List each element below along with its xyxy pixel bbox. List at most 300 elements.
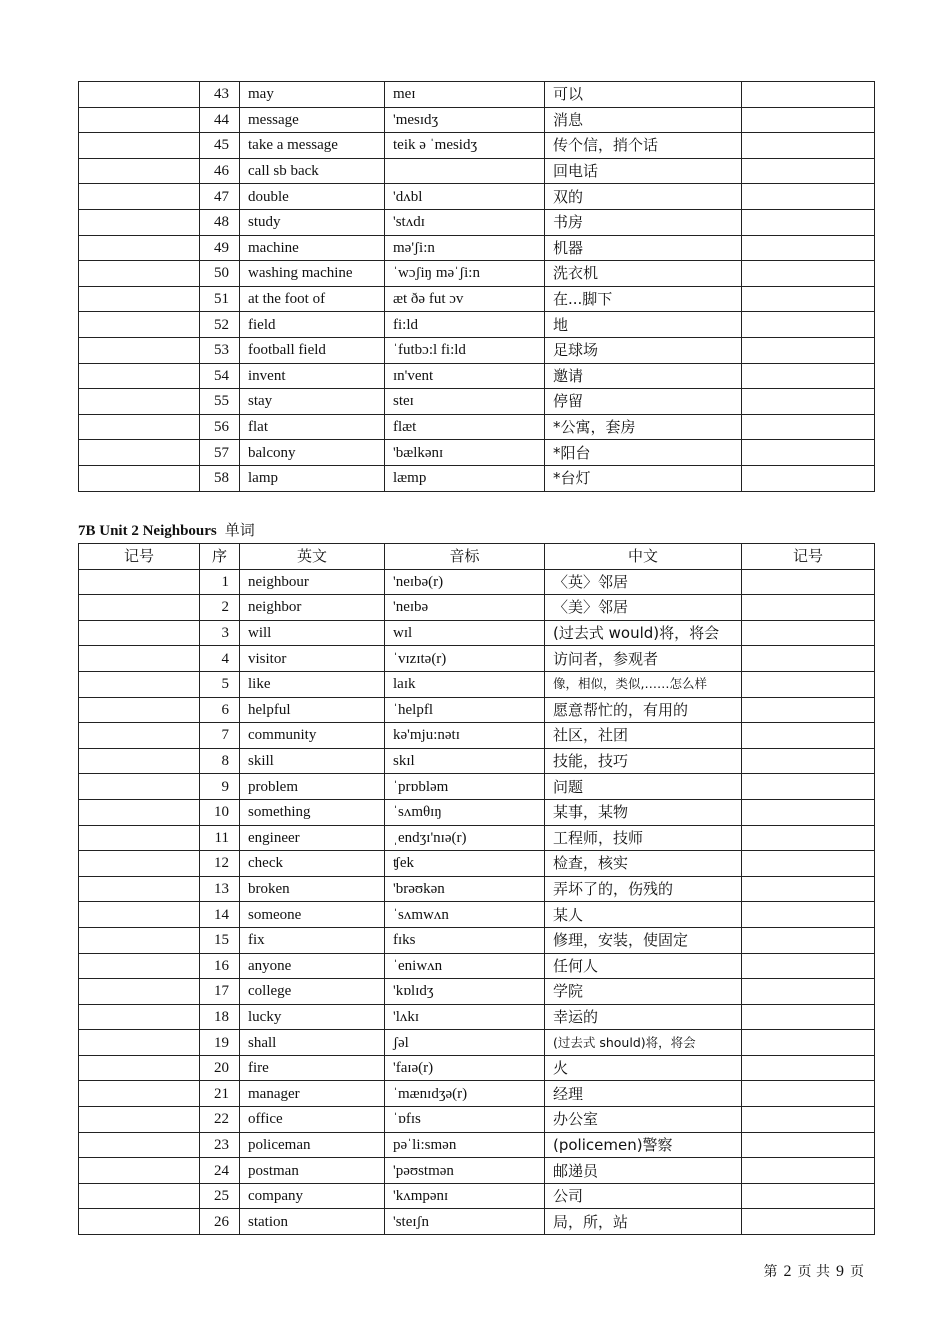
english-word: invent: [240, 363, 385, 389]
phonetic: ˈmænɪdʒə(r): [385, 1081, 545, 1107]
chinese-meaning: 邮递员: [545, 1158, 742, 1184]
mark-left-cell: [79, 1004, 200, 1030]
chinese-meaning: 弄坏了的，伤残的: [545, 876, 742, 902]
mark-left-cell: [79, 1030, 200, 1056]
section-title-en: 7B Unit 2 Neighbours: [78, 523, 217, 539]
footer-total-pages: 9: [836, 1263, 844, 1280]
chinese-meaning: 〈英〉邻居: [545, 569, 742, 595]
footer-middle: 页 共: [797, 1264, 830, 1280]
mark-left-cell: [79, 1081, 200, 1107]
mark-left-cell: [79, 748, 200, 774]
header-english: 英文: [240, 544, 385, 570]
table-row: [79, 1132, 875, 1158]
table-row: [79, 235, 875, 261]
mark-right-cell: [742, 1081, 875, 1107]
phonetic: 'pəʊstmən: [385, 1158, 545, 1184]
phonetic: 'bælkənɪ: [385, 440, 545, 466]
table-row: [79, 979, 875, 1005]
english-word: study: [240, 209, 385, 235]
english-word: something: [240, 799, 385, 825]
english-word: neighbour: [240, 569, 385, 595]
english-word: community: [240, 723, 385, 749]
chinese-meaning: 公司: [545, 1183, 742, 1209]
english-word: message: [240, 107, 385, 133]
mark-left-cell: [79, 1055, 200, 1081]
mark-right-cell: [742, 851, 875, 877]
phonetic: ˈɒfɪs: [385, 1107, 545, 1133]
phonetic: 'stʌdɪ: [385, 209, 545, 235]
chinese-meaning: 检查，核实: [545, 851, 742, 877]
mark-right-cell: [742, 748, 875, 774]
phonetic: skɪl: [385, 748, 545, 774]
phonetic: [385, 158, 545, 184]
mark-left-cell: [79, 979, 200, 1005]
row-number: 25: [200, 1183, 240, 1209]
chinese-meaning: 某人: [545, 902, 742, 928]
mark-right-cell: [742, 825, 875, 851]
phonetic: æt ðə fut ɔv: [385, 286, 545, 312]
mark-right-cell: [742, 953, 875, 979]
row-number: 4: [200, 646, 240, 672]
english-word: fix: [240, 927, 385, 953]
row-number: 46: [200, 158, 240, 184]
english-word: balcony: [240, 440, 385, 466]
chinese-meaning: 工程师，技师: [545, 825, 742, 851]
table-row: [79, 799, 875, 825]
mark-left-cell: [79, 312, 200, 338]
table-row: [79, 1209, 875, 1235]
chinese-meaning: 传个信，捎个话: [545, 133, 742, 159]
english-word: double: [240, 184, 385, 210]
table-header-row: [79, 544, 875, 570]
phonetic: 'faɪə(r): [385, 1055, 545, 1081]
table-row: [79, 569, 875, 595]
table-row: [79, 337, 875, 363]
row-number: 7: [200, 723, 240, 749]
table-row: [79, 1183, 875, 1209]
phonetic: 'lʌkɪ: [385, 1004, 545, 1030]
row-number: 45: [200, 133, 240, 159]
phonetic: ˌendʒɪ'nɪə(r): [385, 825, 545, 851]
english-word: at the foot of: [240, 286, 385, 312]
row-number: 10: [200, 799, 240, 825]
mark-left-cell: [79, 927, 200, 953]
table-row: [79, 774, 875, 800]
row-number: 26: [200, 1209, 240, 1235]
chinese-meaning: 消息: [545, 107, 742, 133]
chinese-meaning: 任何人: [545, 953, 742, 979]
mark-right-cell: [742, 1209, 875, 1235]
mark-left-cell: [79, 774, 200, 800]
english-word: call sb back: [240, 158, 385, 184]
english-word: like: [240, 671, 385, 697]
table-row: [79, 184, 875, 210]
mark-right-cell: [742, 1132, 875, 1158]
table-row: [79, 440, 875, 466]
mark-right-cell: [742, 620, 875, 646]
vocab-table-unit1-continued: [78, 81, 875, 492]
phonetic: 'kɒlɪdʒ: [385, 979, 545, 1005]
phonetic: læmp: [385, 465, 545, 491]
mark-left-cell: [79, 235, 200, 261]
chinese-meaning: *公寓，套房: [545, 414, 742, 440]
mark-left-cell: [79, 158, 200, 184]
table-row: [79, 927, 875, 953]
chinese-meaning: 机器: [545, 235, 742, 261]
mark-left-cell: [79, 620, 200, 646]
phonetic: ˈsʌmwʌn: [385, 902, 545, 928]
mark-right-cell: [742, 312, 875, 338]
mark-left-cell: [79, 286, 200, 312]
chinese-meaning: 局，所，站: [545, 1209, 742, 1235]
mark-left-cell: [79, 876, 200, 902]
row-number: 9: [200, 774, 240, 800]
english-word: postman: [240, 1158, 385, 1184]
chinese-meaning: 可以: [545, 82, 742, 108]
row-number: 58: [200, 465, 240, 491]
mark-right-cell: [742, 1107, 875, 1133]
chinese-meaning: 足球场: [545, 337, 742, 363]
table-row: [79, 209, 875, 235]
chinese-meaning: (过去式 should)将，将会: [545, 1030, 742, 1056]
mark-right-cell: [742, 902, 875, 928]
english-word: washing machine: [240, 261, 385, 287]
mark-left-cell: [79, 1132, 200, 1158]
english-word: may: [240, 82, 385, 108]
chinese-meaning: 双的: [545, 184, 742, 210]
english-word: stay: [240, 389, 385, 415]
row-number: 21: [200, 1081, 240, 1107]
mark-right-cell: [742, 927, 875, 953]
table-row: [79, 1055, 875, 1081]
mark-left-cell: [79, 671, 200, 697]
row-number: 20: [200, 1055, 240, 1081]
english-word: check: [240, 851, 385, 877]
mark-left-cell: [79, 902, 200, 928]
mark-left-cell: [79, 1158, 200, 1184]
english-word: college: [240, 979, 385, 1005]
english-word: fire: [240, 1055, 385, 1081]
row-number: 1: [200, 569, 240, 595]
mark-left-cell: [79, 799, 200, 825]
english-word: visitor: [240, 646, 385, 672]
chinese-meaning: 学院: [545, 979, 742, 1005]
mark-right-cell: [742, 337, 875, 363]
row-number: 54: [200, 363, 240, 389]
chinese-meaning: 愿意帮忙的，有用的: [545, 697, 742, 723]
mark-right-cell: [742, 774, 875, 800]
section-title: [78, 518, 255, 543]
chinese-meaning: 书房: [545, 209, 742, 235]
mark-left-cell: [79, 414, 200, 440]
chinese-meaning: (过去式 would)将，将会: [545, 620, 742, 646]
chinese-meaning: 邀请: [545, 363, 742, 389]
vocab-table-unit2: [78, 543, 875, 1235]
mark-left-cell: [79, 723, 200, 749]
english-word: shall: [240, 1030, 385, 1056]
mark-left-cell: [79, 697, 200, 723]
table-row: [79, 261, 875, 287]
mark-right-cell: [742, 1158, 875, 1184]
chinese-meaning: 办公室: [545, 1107, 742, 1133]
mark-right-cell: [742, 363, 875, 389]
table-row: [79, 646, 875, 672]
mark-right-cell: [742, 82, 875, 108]
table-row: [79, 1004, 875, 1030]
phonetic: ˈeniwʌn: [385, 953, 545, 979]
chinese-meaning: 修理，安装，使固定: [545, 927, 742, 953]
table-row: [79, 851, 875, 877]
row-number: 23: [200, 1132, 240, 1158]
table-row: [79, 620, 875, 646]
row-number: 47: [200, 184, 240, 210]
phonetic: mə'ʃi:n: [385, 235, 545, 261]
phonetic: wɪl: [385, 620, 545, 646]
mark-right-cell: [742, 1183, 875, 1209]
mark-left-cell: [79, 82, 200, 108]
chinese-meaning: 问题: [545, 774, 742, 800]
row-number: 2: [200, 595, 240, 621]
phonetic: pəˈli:smən: [385, 1132, 545, 1158]
phonetic: ʧek: [385, 851, 545, 877]
mark-left-cell: [79, 261, 200, 287]
table-row: [79, 595, 875, 621]
mark-left-cell: [79, 595, 200, 621]
english-word: will: [240, 620, 385, 646]
row-number: 17: [200, 979, 240, 1005]
english-word: neighbor: [240, 595, 385, 621]
footer-page-number: 2: [783, 1263, 792, 1280]
phonetic: 'brəʊkən: [385, 876, 545, 902]
phonetic: ˈvɪzɪtə(r): [385, 646, 545, 672]
phonetic: ɪn'vent: [385, 363, 545, 389]
row-number: 24: [200, 1158, 240, 1184]
mark-left-cell: [79, 1209, 200, 1235]
chinese-meaning: 访问者，参观者: [545, 646, 742, 672]
footer-suffix: 页: [850, 1264, 864, 1280]
mark-right-cell: [742, 1004, 875, 1030]
table-row: [79, 133, 875, 159]
english-word: policeman: [240, 1132, 385, 1158]
row-number: 44: [200, 107, 240, 133]
chinese-meaning: 〈美〉邻居: [545, 595, 742, 621]
english-word: broken: [240, 876, 385, 902]
mark-right-cell: [742, 235, 875, 261]
phonetic: meɪ: [385, 82, 545, 108]
header-mark-right: 记号: [742, 544, 875, 570]
english-word: anyone: [240, 953, 385, 979]
mark-left-cell: [79, 209, 200, 235]
english-word: manager: [240, 1081, 385, 1107]
chinese-meaning: 洗衣机: [545, 261, 742, 287]
phonetic: ˈhelpfl: [385, 697, 545, 723]
mark-right-cell: [742, 646, 875, 672]
row-number: 57: [200, 440, 240, 466]
mark-right-cell: [742, 697, 875, 723]
phonetic: 'neɪbə(r): [385, 569, 545, 595]
table-row: [79, 465, 875, 491]
row-number: 51: [200, 286, 240, 312]
english-word: engineer: [240, 825, 385, 851]
row-number: 48: [200, 209, 240, 235]
mark-right-cell: [742, 595, 875, 621]
mark-right-cell: [742, 671, 875, 697]
phonetic: 'mesɪdʒ: [385, 107, 545, 133]
table-row: [79, 723, 875, 749]
table-row: [79, 1158, 875, 1184]
row-number: 53: [200, 337, 240, 363]
mark-left-cell: [79, 851, 200, 877]
table-row: [79, 107, 875, 133]
phonetic: 'steɪʃn: [385, 1209, 545, 1235]
phonetic: teik ə ˈmesidʒ: [385, 133, 545, 159]
english-word: machine: [240, 235, 385, 261]
mark-left-cell: [79, 1183, 200, 1209]
mark-right-cell: [742, 569, 875, 595]
chinese-meaning: 经理: [545, 1081, 742, 1107]
header-mark-left: 记号: [79, 544, 200, 570]
mark-right-cell: [742, 876, 875, 902]
phonetic: flæt: [385, 414, 545, 440]
mark-right-cell: [742, 158, 875, 184]
chinese-meaning: 地: [545, 312, 742, 338]
row-number: 12: [200, 851, 240, 877]
row-number: 52: [200, 312, 240, 338]
chinese-meaning: 停留: [545, 389, 742, 415]
row-number: 8: [200, 748, 240, 774]
mark-left-cell: [79, 569, 200, 595]
english-word: company: [240, 1183, 385, 1209]
mark-left-cell: [79, 825, 200, 851]
header-chinese: 中文: [545, 544, 742, 570]
mark-right-cell: [742, 1055, 875, 1081]
table-row: [79, 697, 875, 723]
phonetic: 'neɪbə: [385, 595, 545, 621]
row-number: 49: [200, 235, 240, 261]
table-row: [79, 82, 875, 108]
phonetic: laɪk: [385, 671, 545, 697]
mark-left-cell: [79, 107, 200, 133]
phonetic: fi:ld: [385, 312, 545, 338]
chinese-meaning: 技能，技巧: [545, 748, 742, 774]
table-row: [79, 1081, 875, 1107]
chinese-meaning: 在...脚下: [545, 286, 742, 312]
phonetic: 'kʌmpənɪ: [385, 1183, 545, 1209]
table-row: [79, 876, 875, 902]
mark-left-cell: [79, 363, 200, 389]
phonetic: steɪ: [385, 389, 545, 415]
phonetic: kə'mju:nətɪ: [385, 723, 545, 749]
row-number: 3: [200, 620, 240, 646]
mark-right-cell: [742, 1030, 875, 1056]
mark-left-cell: [79, 389, 200, 415]
chinese-meaning: *阳台: [545, 440, 742, 466]
table-row: [79, 1107, 875, 1133]
row-number: 22: [200, 1107, 240, 1133]
chinese-meaning: 像，相似，类似,……怎么样: [545, 671, 742, 697]
table-row: [79, 389, 875, 415]
phonetic: 'dʌbl: [385, 184, 545, 210]
english-word: field: [240, 312, 385, 338]
chinese-meaning: *台灯: [545, 465, 742, 491]
phonetic: fɪks: [385, 927, 545, 953]
page-footer: [764, 1262, 864, 1282]
chinese-meaning: 幸运的: [545, 1004, 742, 1030]
table-row: [79, 286, 875, 312]
mark-right-cell: [742, 414, 875, 440]
mark-right-cell: [742, 440, 875, 466]
mark-right-cell: [742, 209, 875, 235]
row-number: 13: [200, 876, 240, 902]
row-number: 16: [200, 953, 240, 979]
table-row: [79, 312, 875, 338]
table-row: [79, 953, 875, 979]
mark-right-cell: [742, 799, 875, 825]
row-number: 6: [200, 697, 240, 723]
english-word: lamp: [240, 465, 385, 491]
row-number: 56: [200, 414, 240, 440]
phonetic: ʃəl: [385, 1030, 545, 1056]
mark-left-cell: [79, 184, 200, 210]
english-word: football field: [240, 337, 385, 363]
row-number: 5: [200, 671, 240, 697]
table-row: [79, 1030, 875, 1056]
english-word: lucky: [240, 1004, 385, 1030]
mark-left-cell: [79, 337, 200, 363]
chinese-meaning: 社区，社团: [545, 723, 742, 749]
row-number: 55: [200, 389, 240, 415]
chinese-meaning: (policemen)警察: [545, 1132, 742, 1158]
row-number: 19: [200, 1030, 240, 1056]
mark-right-cell: [742, 389, 875, 415]
header-number: 序: [200, 544, 240, 570]
footer-prefix: 第: [763, 1264, 778, 1280]
section-title-cn: 单词: [224, 521, 255, 539]
english-word: problem: [240, 774, 385, 800]
table-row: [79, 671, 875, 697]
mark-right-cell: [742, 723, 875, 749]
phonetic: ˈsʌmθɪŋ: [385, 799, 545, 825]
mark-right-cell: [742, 184, 875, 210]
mark-left-cell: [79, 465, 200, 491]
table-row: [79, 825, 875, 851]
chinese-meaning: 某事，某物: [545, 799, 742, 825]
mark-left-cell: [79, 646, 200, 672]
mark-right-cell: [742, 286, 875, 312]
phonetic: ˈfutbɔ:l fi:ld: [385, 337, 545, 363]
row-number: 15: [200, 927, 240, 953]
english-word: someone: [240, 902, 385, 928]
english-word: helpful: [240, 697, 385, 723]
table-row: [79, 363, 875, 389]
table-row: [79, 748, 875, 774]
table-row: [79, 902, 875, 928]
row-number: 43: [200, 82, 240, 108]
mark-right-cell: [742, 107, 875, 133]
phonetic: ˈwɔʃiŋ məˈʃi:n: [385, 261, 545, 287]
mark-left-cell: [79, 133, 200, 159]
row-number: 11: [200, 825, 240, 851]
mark-left-cell: [79, 1107, 200, 1133]
english-word: take a message: [240, 133, 385, 159]
english-word: flat: [240, 414, 385, 440]
row-number: 18: [200, 1004, 240, 1030]
table-row: [79, 158, 875, 184]
phonetic: ˈprɒbləm: [385, 774, 545, 800]
mark-left-cell: [79, 440, 200, 466]
table-row: [79, 414, 875, 440]
chinese-meaning: 火: [545, 1055, 742, 1081]
